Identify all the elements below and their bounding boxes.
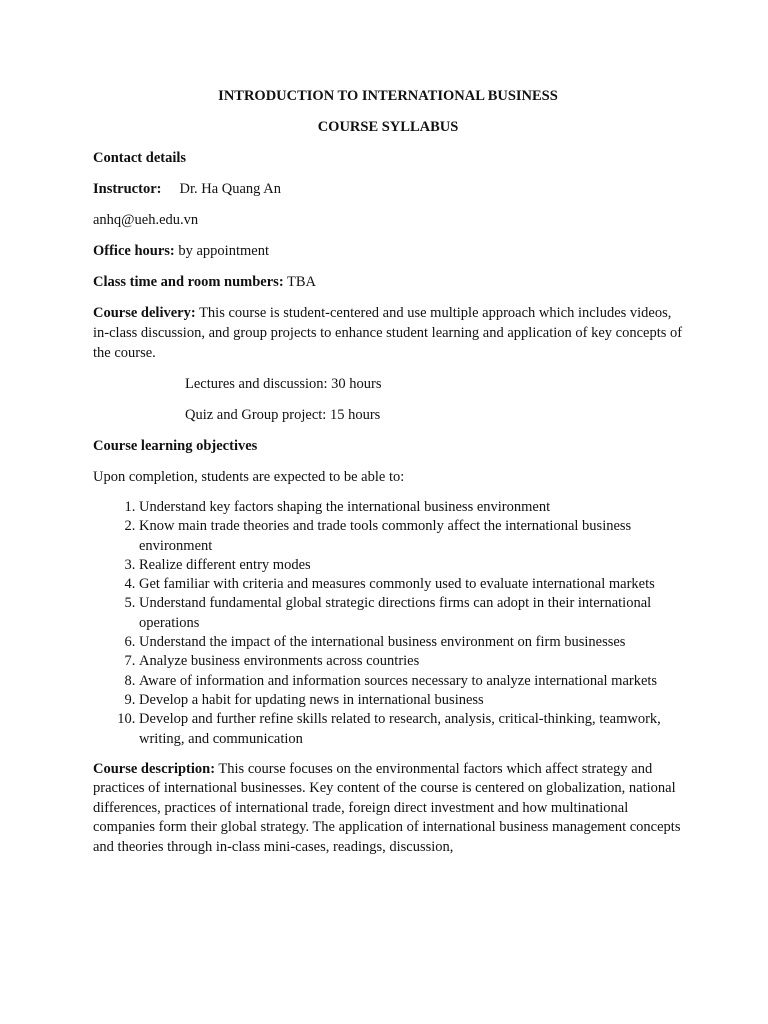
- office-hours-label: Office hours:: [93, 243, 175, 259]
- class-time-value: TBA: [287, 274, 317, 290]
- instructor-name: Dr. Ha Quang An: [179, 181, 281, 197]
- list-item: 1. Understand key factors shaping the international business environment: [139, 498, 683, 517]
- contact-heading-text: Contact details: [93, 150, 187, 166]
- objectives-list: [93, 498, 683, 749]
- instructor-line: [93, 179, 683, 199]
- office-hours-value: by appointment: [178, 243, 269, 259]
- hours-quiz-project: Quiz and Group project: 15 hours: [185, 407, 381, 423]
- list-item: 4. Get familiar with criteria and measures commonly used to evaluate international markets: [139, 575, 683, 594]
- class-time-label: Class time and room numbers:: [93, 274, 284, 290]
- list-item: 6. Understand the impact of the international business environment on firm businesses: [139, 633, 683, 652]
- list-item: 9. Develop a habit for updating news in international business: [139, 691, 683, 710]
- document-title: INTRODUCTION TO INTERNATIONAL BUSINESS: [218, 88, 558, 104]
- instructor-label: Instructor:: [93, 181, 162, 197]
- course-description-text: This course focuses on the environmental factors which affect strategy and practices of international businesses. Key content of the course is centered on globalization, national differences, practices of international trade, foreign direct investment and how multinational companies form their global strategy. The application of international business management concepts and theories through in-class mini-cases, readings, discussion,: [93, 760, 681, 855]
- objectives-heading-text: Course learning objectives: [93, 438, 258, 454]
- list-item: 5. Understand fundamental global strategic directions firms can adopt in their international operations: [139, 594, 683, 633]
- email-line: [93, 210, 683, 230]
- course-delivery-paragraph: [93, 303, 683, 363]
- office-hours-line: [93, 241, 683, 261]
- list-item: 2. Know main trade theories and trade tools commonly affect the international business environment: [139, 517, 683, 556]
- hours-lectures: Lectures and discussion: 30 hours: [185, 376, 382, 392]
- course-delivery-label: Course delivery:: [93, 305, 196, 321]
- objectives-heading: [93, 436, 683, 456]
- list-item: 10. Develop and further refine skills related to research, analysis, critical-thinking, teamwork, writing, and communication: [139, 710, 683, 749]
- list-item: 3. Realize different entry modes: [139, 556, 683, 575]
- class-time-line: [93, 272, 683, 292]
- contact-heading: [93, 148, 683, 168]
- list-item: 8. Aware of information and information sources necessary to analyze international markets: [139, 672, 683, 691]
- objectives-intro: Upon completion, students are expected to be able to:: [93, 469, 405, 485]
- list-item: 7. Analyze business environments across countries: [139, 652, 683, 671]
- instructor-email: anhq@ueh.edu.vn: [93, 212, 199, 228]
- course-description-label: Course description:: [93, 760, 216, 777]
- course-description-paragraph: [93, 760, 683, 858]
- document-subtitle: COURSE SYLLABUS: [317, 119, 459, 135]
- syllabus-page: [93, 86, 683, 868]
- course-delivery-text: This course is student-centered and use multiple approach which includes videos, in-class discussion, and group projects to enhance student learning and application of key concepts of the course.: [93, 305, 683, 361]
